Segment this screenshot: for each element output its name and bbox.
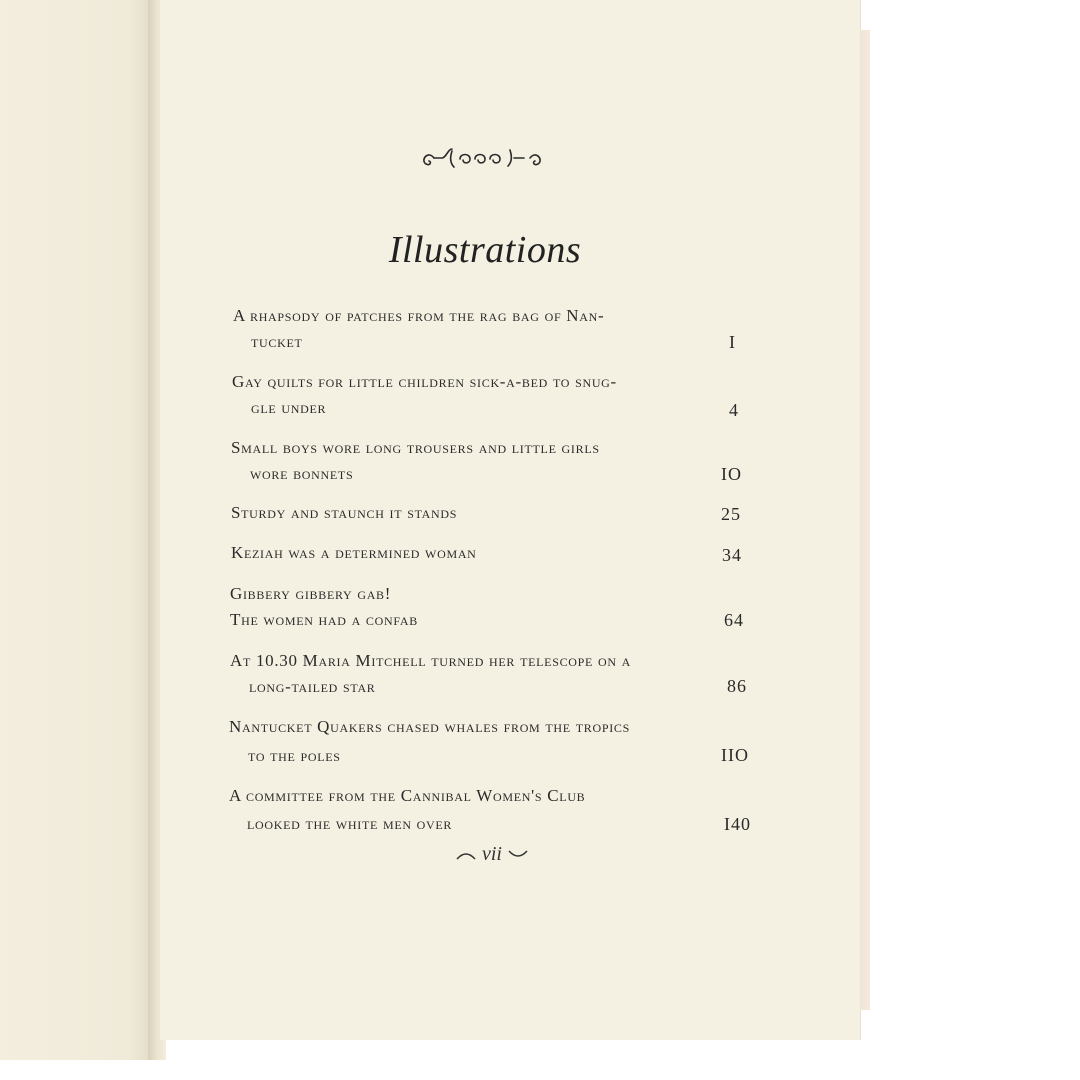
- entry-page-number: I: [729, 332, 736, 352]
- entry-caption-line: long-tailed star: [249, 677, 376, 696]
- entry-caption-line: Gay quilts for little children sick-a-bed to snug-: [232, 372, 617, 391]
- entry-page-number: 34: [722, 545, 742, 565]
- entry-caption-line: Nantucket Quakers chased whales from the tropics: [229, 717, 631, 736]
- entry-caption-line: Small boys wore long trousers and little girls: [231, 438, 600, 457]
- entry-caption-line: looked the white men over: [247, 814, 453, 833]
- entry-page-number: 25: [721, 504, 741, 524]
- entry-caption-line: At 10.30 Maria Mitchell turned her telescope on a: [230, 651, 632, 670]
- entry-caption-line: A committee from the Cannibal Women's Club: [229, 786, 586, 805]
- entry-page-number: I40: [724, 814, 751, 834]
- entry-caption-line: to the poles: [248, 746, 341, 765]
- entry-caption-line: tucket: [251, 332, 303, 351]
- entry-caption-line: A rhapsody of patches from the rag bag of Nan-: [233, 306, 605, 325]
- entry-caption-line: Sturdy and staunch it stands: [231, 503, 458, 522]
- entry-caption-line: gle under: [251, 398, 327, 417]
- entry-caption-line: The women had a confab: [230, 610, 418, 629]
- entry-page-number: IO: [721, 464, 742, 484]
- entry-page-number: 64: [724, 610, 744, 630]
- entry-caption-line: Keziah was a determined woman: [231, 543, 477, 562]
- page-title: Illustrations: [388, 229, 582, 271]
- entry-caption-line: wore bonnets: [250, 464, 354, 483]
- entry-caption-line: Gibbery gibbery gab!: [230, 584, 392, 603]
- entry-page-number: 4: [729, 400, 739, 420]
- entry-page-number: 86: [727, 676, 747, 696]
- right-arc-ornament-icon: [507, 849, 529, 861]
- page-folio: [442, 843, 542, 869]
- left-arc-ornament-icon: [455, 849, 477, 861]
- folio-number: vii: [482, 843, 502, 865]
- entry-page-number: IIO: [721, 745, 749, 765]
